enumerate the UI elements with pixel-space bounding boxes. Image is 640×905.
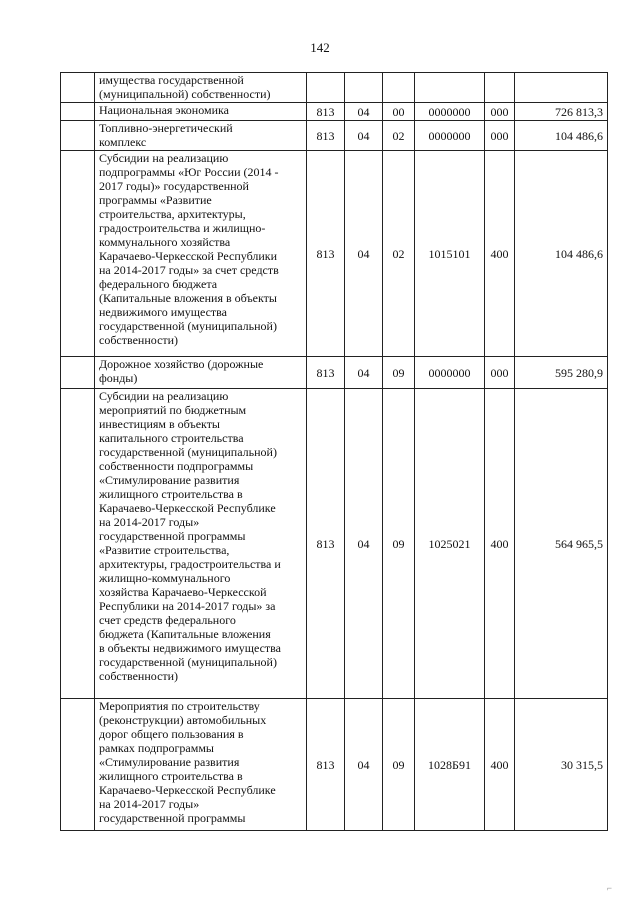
row-marker-cell <box>61 121 95 151</box>
ministry-code-cell: 813 <box>307 151 345 357</box>
table-row <box>61 389 608 699</box>
target-code-cell: 0000000 <box>415 121 485 151</box>
expense-type-cell <box>485 73 515 103</box>
table-row <box>61 699 608 831</box>
amount-cell: 104 486,6 <box>515 121 608 151</box>
section-code-cell: 04 <box>345 103 383 121</box>
target-code-cell: 0000000 <box>415 357 485 389</box>
target-code-cell: 1015101 <box>415 151 485 357</box>
row-marker-cell <box>61 699 95 831</box>
section-code-cell <box>345 73 383 103</box>
amount-cell <box>515 73 608 103</box>
item-name-cell: Мероприятия по строительству (реконструкции) автомобильных дорог общего пользования в рамках подпрограммы «Стимулирование развития жилищного строительства в Карачаево-Черкесской Республике на 2014-2017 годы» государственной программы <box>95 699 307 831</box>
ministry-code-cell: 813 <box>307 357 345 389</box>
amount-cell: 30 315,5 <box>515 699 608 831</box>
row-marker-cell <box>61 151 95 357</box>
amount-cell: 104 486,6 <box>515 151 608 357</box>
subsection-code-cell: 02 <box>383 151 415 357</box>
item-name-cell: Дорожное хозяйство (дорожные фонды) <box>95 357 307 389</box>
item-name-cell: Субсидии на реализацию подпрограммы «Юг России (2014 - 2017 годы)» государственной программы «Развитие строительства, архитектуры, градостроительства и жилищно- коммунального хозяйства Карачаево-Черкесской Республики на 2014-2017 годы» за счет средств федерального бюджета (Капитальные вложения в объекты недвижимого имущества государственной (муниципальной) собственности) <box>95 151 307 357</box>
ministry-code-cell: 813 <box>307 389 345 699</box>
table-row <box>61 121 608 151</box>
item-name-cell: Субсидии на реализацию мероприятий по бюджетным инвестициям в объекты капитального строительства государственной (муниципальной) собственности подпрограммы «Стимулирование развития жилищного строительства в Карачаево-Черкесской Республике на 2014-2017 годы» государственной программы «Развитие строительства, архитектуры, градостроительства и жилищно-коммунального хозяйства Карачаево-Черкесской Республики на 2014-2017 годы» за счет средств федерального бюджета (Капитальные вложения в объекты недвижимого имущества государственной (муниципальной) собственности) <box>95 389 307 699</box>
subsection-code-cell: 09 <box>383 699 415 831</box>
target-code-cell: 1025021 <box>415 389 485 699</box>
expense-type-cell: 400 <box>485 151 515 357</box>
subsection-code-cell: 09 <box>383 357 415 389</box>
expense-type-cell: 400 <box>485 699 515 831</box>
row-marker-cell <box>61 73 95 103</box>
scan-mark: ⌐ <box>606 883 612 893</box>
section-code-cell: 04 <box>345 151 383 357</box>
table-row <box>61 357 608 389</box>
subsection-code-cell <box>383 73 415 103</box>
ministry-code-cell: 813 <box>307 103 345 121</box>
row-marker-cell <box>61 357 95 389</box>
amount-cell: 726 813,3 <box>515 103 608 121</box>
expense-type-cell: 400 <box>485 389 515 699</box>
subsection-code-cell: 09 <box>383 389 415 699</box>
expense-type-cell: 000 <box>485 357 515 389</box>
row-marker-cell <box>61 103 95 121</box>
item-name-cell: имущества государственной (муниципальной) собственности) <box>95 73 307 103</box>
item-name-cell: Национальная экономика <box>95 103 307 121</box>
target-code-cell <box>415 73 485 103</box>
ministry-code-cell: 813 <box>307 699 345 831</box>
expense-type-cell: 000 <box>485 103 515 121</box>
section-code-cell: 04 <box>345 389 383 699</box>
subsection-code-cell: 00 <box>383 103 415 121</box>
table-row <box>61 73 608 103</box>
target-code-cell: 1028Б91 <box>415 699 485 831</box>
ministry-code-cell <box>307 73 345 103</box>
amount-cell: 564 965,5 <box>515 389 608 699</box>
section-code-cell: 04 <box>345 699 383 831</box>
ministry-code-cell: 813 <box>307 121 345 151</box>
page-number: 142 <box>310 40 330 55</box>
section-code-cell: 04 <box>345 357 383 389</box>
row-marker-cell <box>61 389 95 699</box>
subsection-code-cell: 02 <box>383 121 415 151</box>
section-code-cell: 04 <box>345 121 383 151</box>
budget-table <box>60 72 608 831</box>
item-name-cell: Топливно-энергетический комплекс <box>95 121 307 151</box>
table-row <box>61 151 608 357</box>
expense-type-cell: 000 <box>485 121 515 151</box>
target-code-cell: 0000000 <box>415 103 485 121</box>
table-row <box>61 103 608 121</box>
amount-cell: 595 280,9 <box>515 357 608 389</box>
